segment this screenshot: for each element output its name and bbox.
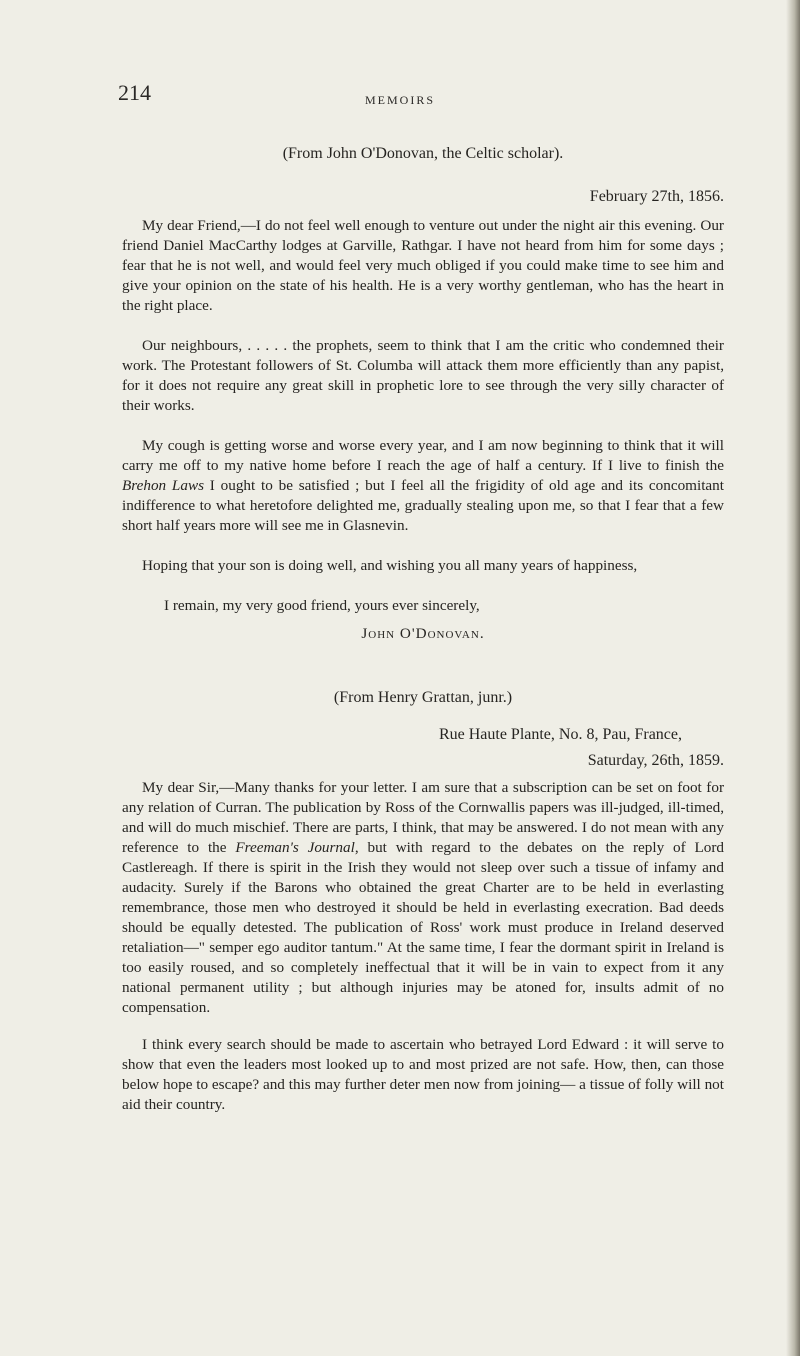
letter1-paragraph-4: Hoping that your son is doing well, and wishing you all many years of happiness, xyxy=(142,557,638,574)
letter1-paragraph-3-a: My cough is getting worse and worse every year, and I am now beginning to think that it will carry me off to my native home before I reach the age of half a century. If I live to finish the xyxy=(122,437,724,474)
running-title: MEMOIRS xyxy=(364,93,435,107)
letter2-paragraph-2: I think every search should be made to ascertain who betrayed Lord Edward : it will serve to show that even the leaders most looked up to and most prized are not safe. How, then, can those below hope to escape? and this may further deter men now from joining— a tissue of folly will not aid their country. xyxy=(122,1036,724,1113)
letter1-date: February 27th, 1856. xyxy=(589,188,724,205)
letter1-paragraph-3-b: I ought to be satisfied ; but I feel all the frigidity of old age and its concomitant indifference to what heretofore delighted me, gradually stealing upon me, so that I fear that a few short half years more will see me in Glasnevin. xyxy=(122,477,724,534)
letter2-date: Saturday, 26th, 1859. xyxy=(587,752,724,769)
freemans-journal-title: Freeman's Journal xyxy=(235,839,355,856)
letter1-signature: John O'Donovan. xyxy=(361,625,485,642)
letter1-closing: I remain, my very good friend, yours ever sincerely, xyxy=(164,597,480,614)
page-edge-shadow xyxy=(786,0,800,1356)
letter2-source: (From Henry Grattan, junr.) xyxy=(333,689,513,706)
letter2-paragraph-1-b: , but with regard to the debates on the reply of Lord Castlereagh. If there is spirit in the Irish they would not sleep over such a tissue of infamy and audacity. Surely if the Barons who obtained the great Charter are to be held in everlasting remembrance, those men who destroyed it should be held in everlasting execration. Bad deeds should be equally detested. The publication of Ross' work must produce in Ireland deserved retaliation—" semper ego auditor tantum." At the same time, I fear the dormant spirit in Ireland is too easily roused, and so completely ineffectual that it will be in vain to expect from it any national permanent utility ; but although injuries may be atoned for, insults admit of no compensation. xyxy=(122,839,724,1016)
letter1-paragraph-1: My dear Friend,—I do not feel well enough to venture out under the night air this evening. Our friend Daniel MacCarthy lodges at Garville, Rathgar. I have not heard from him for some days ; fear that he is not well, and would feel very much obliged if you could make time to see him and give your opinion on the state of his health. He is a very worthy gentleman, who has the heart in the right place. xyxy=(122,217,724,314)
letter2-address: Rue Haute Plante, No. 8, Pau, France, xyxy=(438,726,682,743)
letter2-paragraph-1-a: My dear Sir,—Many thanks for your letter. I am sure that a subscription can be set on foot for any relation of Curran. The publication by Ross of the Cornwallis papers was ill-judged, ill-timed, and will do much mischief. There are parts, I think, that may be answered. I do not mean with any reference to the xyxy=(122,779,724,856)
letter1-paragraph-2: Our neighbours, . . . . . the prophets, seem to think that I am the critic who condemned their work. The Protestant followers of St. Columba will attack them more efficiently than any papist, for it does not require any great skill in prophetic lore to see through the very silly character of their works. xyxy=(122,337,724,414)
page-number: 214 xyxy=(118,80,151,105)
letter1-source: (From John O'Donovan, the Celtic scholar). xyxy=(282,145,564,162)
letter2-paragraph-1 xyxy=(122,778,724,1018)
letter1-paragraph-3 xyxy=(122,436,724,536)
brehon-laws-title: Brehon Laws xyxy=(122,477,205,494)
